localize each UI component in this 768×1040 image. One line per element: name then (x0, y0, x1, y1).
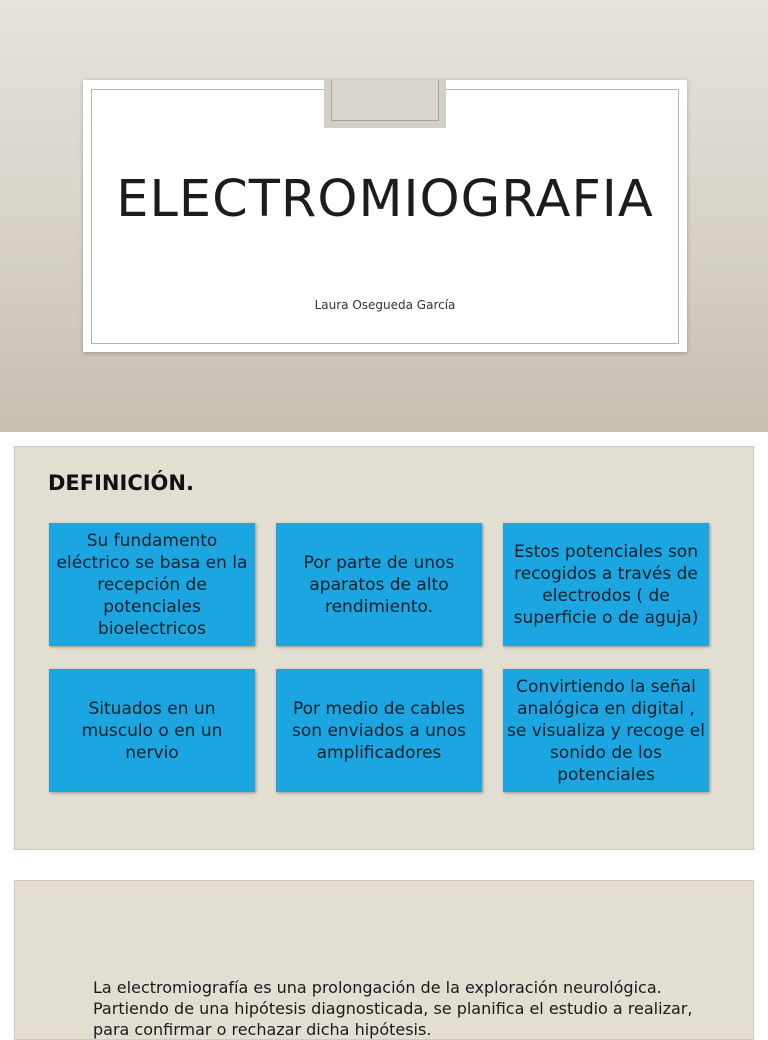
definition-box-1: Su fundamento eléctrico se basa en la recepción de potenciales bioelectricos (49, 523, 255, 646)
slide-author: Laura Osegueda García (314, 298, 456, 312)
text-slide (14, 880, 754, 1040)
slide-title: ELECTROMIOGRAFIA (116, 170, 654, 229)
definition-box-4: Situados en un musculo o en un nervio (49, 669, 255, 792)
definition-heading: DEFINICIÓN. (48, 471, 194, 495)
definition-box-6: Convirtiendo la señal analógica en digital , se visualiza y recoge el sonido de los potenciales (503, 669, 709, 792)
title-card-tab-inner (331, 80, 439, 121)
definition-box-3: Estos potenciales son recogidos a través de electrodos ( de superficie o de aguja) (503, 523, 709, 646)
title-slide (0, 0, 768, 432)
slide-paragraph: La electromiografía es una prolongación de la exploración neurológica. Partiendo de una hipótesis diagnosticada, se planifica el estudio a realizar, para confirmar o rechazar dicha hipótesis. (93, 978, 693, 1039)
definition-box-2: Por parte de unos aparatos de alto rendimiento. (276, 523, 482, 646)
definition-slide (14, 446, 754, 850)
definition-box-5: Por medio de cables son enviados a unos amplificadores (276, 669, 482, 792)
